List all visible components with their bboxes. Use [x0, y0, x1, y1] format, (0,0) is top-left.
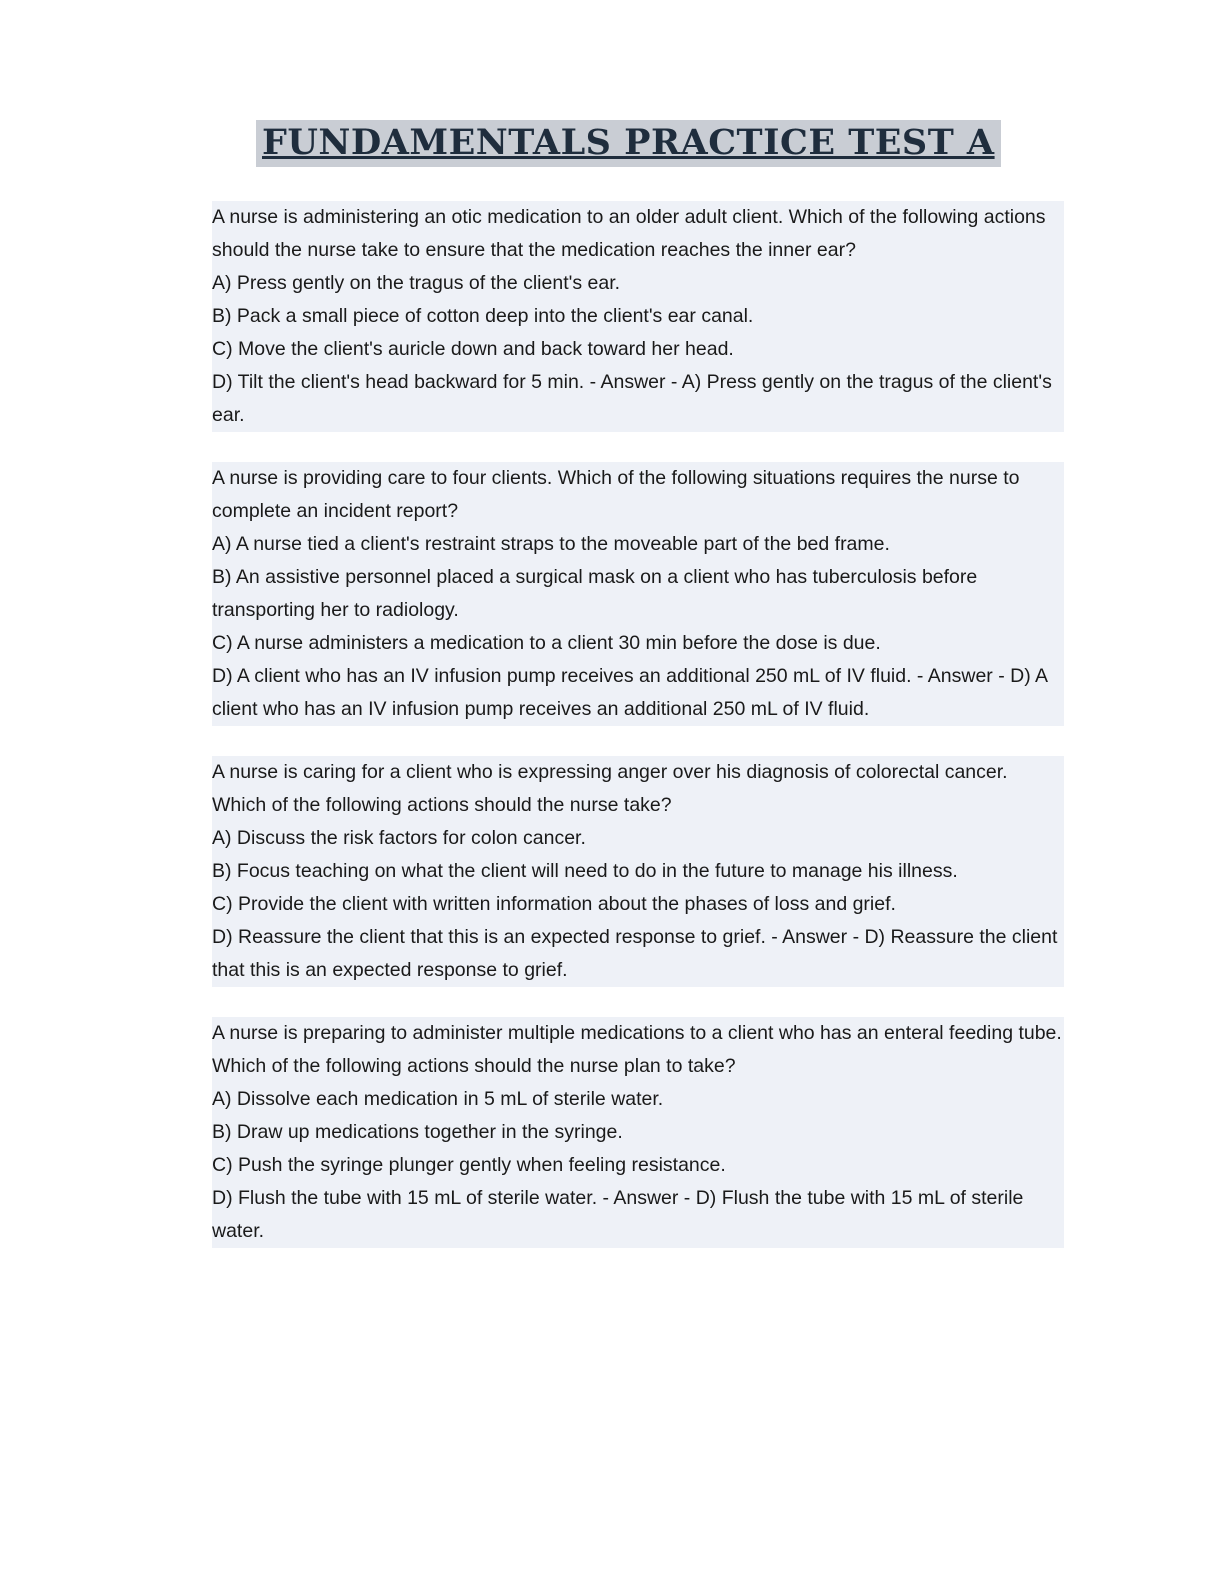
- question-block: [212, 1017, 1068, 1248]
- question-option: A) Press gently on the tragus of the client's ear.: [212, 267, 1064, 300]
- question-option: B) An assistive personnel placed a surgical mask on a client who has tuberculosis before transporting her to radiology.: [212, 561, 1064, 627]
- question-option: A) A nurse tied a client's restraint straps to the moveable part of the bed frame.: [212, 528, 1064, 561]
- question-stem: A nurse is providing care to four clients. Which of the following situations requires the nurse to complete an incident report?: [212, 462, 1064, 528]
- question-option: C) A nurse administers a medication to a client 30 min before the dose is due.: [212, 627, 1064, 660]
- question-stem: A nurse is administering an otic medication to an older adult client. Which of the following actions should the nurse take to ensure that the medication reaches the inner ear?: [212, 201, 1064, 267]
- question-option: C) Push the syringe plunger gently when feeling resistance.: [212, 1149, 1064, 1182]
- question-block: [212, 462, 1064, 726]
- question-option-answer: D) Tilt the client's head backward for 5 min. - Answer - A) Press gently on the tragus of the client's ear.: [212, 366, 1064, 432]
- question-option: C) Provide the client with written information about the phases of loss and grief.: [212, 888, 1064, 921]
- question-option-answer: D) Flush the tube with 15 mL of sterile water. - Answer - D) Flush the tube with 15 mL of sterile water.: [212, 1182, 1064, 1248]
- question-option: A) Discuss the risk factors for colon cancer.: [212, 822, 1064, 855]
- question-option-answer: D) Reassure the client that this is an expected response to grief. - Answer - D) Reassure the client that this is an expected response to grief.: [212, 921, 1064, 987]
- question-block: [212, 756, 1064, 987]
- question-option: B) Draw up medications together in the syringe.: [212, 1116, 1064, 1149]
- question-option: A) Dissolve each medication in 5 mL of sterile water.: [212, 1083, 1064, 1116]
- question-option: B) Pack a small piece of cotton deep into the client's ear canal.: [212, 300, 1064, 333]
- question-stem: A nurse is preparing to administer multiple medications to a client who has an enteral feeding tube. Which of the following actions should the nurse plan to take?: [212, 1017, 1064, 1083]
- page-title: FUNDAMENTALS PRACTICE TEST A: [256, 120, 1001, 167]
- question-stem: A nurse is caring for a client who is expressing anger over his diagnosis of colorectal cancer. Which of the following actions should the nurse take?: [212, 756, 1064, 822]
- question-option: C) Move the client's auricle down and back toward her head.: [212, 333, 1064, 366]
- question-block: [212, 201, 1064, 432]
- title-container: [212, 120, 1064, 201]
- question-option-answer: D) A client who has an IV infusion pump receives an additional 250 mL of IV fluid. - Answer - D) A client who has an IV infusion pump receives an additional 250 mL of IV fluid.: [212, 660, 1064, 726]
- question-option: B) Focus teaching on what the client will need to do in the future to manage his illness.: [212, 855, 1064, 888]
